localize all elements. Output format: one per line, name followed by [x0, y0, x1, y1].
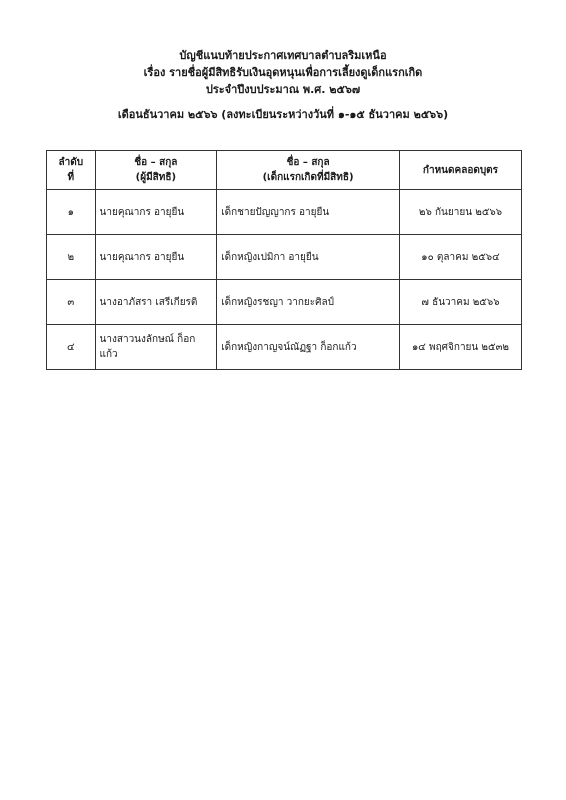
row-child-name: เด็กชายปัญญากร อายุยืน: [217, 190, 400, 235]
subject-line: เรื่อง รายชื่อผู้มีสิทธิรับเงินอุดหนุนเพื่อการเลี้ยงดูเด็กแรกเกิด: [143, 66, 423, 79]
header-child-name: [217, 151, 400, 190]
table-row: [47, 325, 522, 370]
row-parent-name: นายคุณากร อายุยืน: [95, 235, 217, 280]
header-due-date: กำหนดคลอดบุตร: [399, 151, 521, 190]
row-number: ๒: [47, 235, 96, 280]
header-child-label: ชื่อ – สกุล: [286, 157, 330, 168]
table-row: [47, 280, 522, 325]
row-child-name: เด็กหญิงเปมิกา อายุยืน: [217, 235, 400, 280]
header-no-sublabel: ที่: [67, 172, 75, 183]
registration-period-line: เดือนธันวาคม ๒๕๖๖ (ลงทะเบียนระหว่างวันที่ ๑-๑๕ ธันวาคม ๒๕๖๖): [117, 108, 449, 121]
org-title: บัญชีแนบท้ายประกาศเทศบาลตำบลริมเหนือ: [179, 49, 387, 62]
table-row: [47, 235, 522, 280]
beneficiary-table: [46, 150, 522, 370]
header-child-sublabel: (เด็กแรกเกิดที่มีสิทธิ): [262, 172, 354, 183]
header-no-label: ลำดับ: [58, 157, 84, 168]
header-parent-label: ชื่อ – สกุล: [134, 157, 178, 168]
row-number: ๔: [47, 325, 96, 370]
header-parent-name: [95, 151, 217, 190]
row-due-date: ๑๔ พฤศจิกายน ๒๕๓๒: [399, 325, 521, 370]
row-parent-name: นายคุณากร อายุยืน: [95, 190, 217, 235]
row-child-name: เด็กหญิงกาญจน์ณัฏฐา ก็อกแก้ว: [217, 325, 400, 370]
row-parent-name: นางสาวนงลักษณ์ ก็อกแก้ว: [95, 325, 217, 370]
table-row: [47, 190, 522, 235]
row-number: ๓: [47, 280, 96, 325]
row-number: ๑: [47, 190, 96, 235]
row-due-date: ๑๐ ตุลาคม ๒๕๖๔: [399, 235, 521, 280]
row-due-date: ๒๖ กันยายน ๒๕๖๖: [399, 190, 521, 235]
row-child-name: เด็กหญิงรชญา วากยะศิลป์: [217, 280, 400, 325]
row-parent-name: นางอาภัสรา เสรีเกียรติ: [95, 280, 217, 325]
row-due-date: ๗ ธันวาคม ๒๕๖๖: [399, 280, 521, 325]
header-no: [47, 151, 96, 190]
table-header-row: [47, 151, 522, 190]
header-parent-sublabel: (ผู้มีสิทธิ): [135, 172, 177, 183]
fiscal-year-line: ประจำปีงบประมาณ พ.ศ. ๒๕๖๗: [205, 83, 361, 96]
